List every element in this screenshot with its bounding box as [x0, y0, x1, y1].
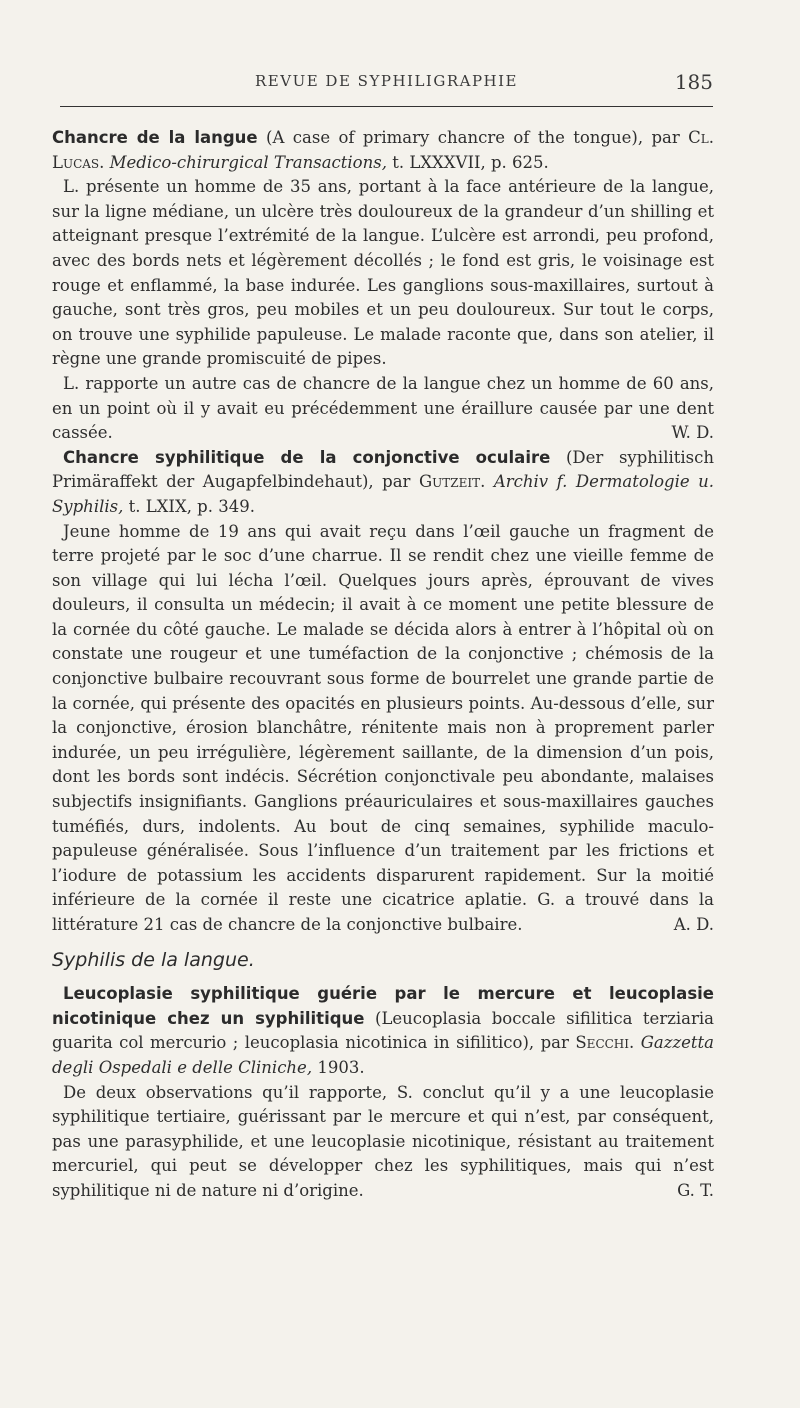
- article-3-paragraph-1: [52, 1081, 714, 1204]
- article-3-ref: 1903.: [312, 1057, 365, 1077]
- article-2-ref: t. LXIX, p. 349.: [123, 496, 255, 516]
- article-3-heading: [52, 982, 714, 1080]
- running-title: REVUE DE SYPHILIGRAPHIE: [255, 72, 519, 90]
- article-3-author: Secchi.: [575, 1033, 635, 1053]
- article-2-source: Archiv f. Dermatologie u. Syphilis,: [52, 472, 715, 516]
- running-head: [60, 70, 713, 96]
- article-1-author: Cl. Lucas.: [52, 128, 714, 172]
- article-3-source: Gazzetta degli Ospedali e delle Cliniche,: [52, 1033, 715, 1077]
- article-3-signature: G. T.: [677, 1180, 714, 1200]
- header-rule: [60, 106, 713, 107]
- article-1-title-rest: (A case of primary chancre of the tongue), par: [257, 128, 689, 147]
- article-2-paragraph-1-text: Jeune homme de 19 ans qui avait reçu dans l’œil gauche un fragment de terre projeté par le soc d’une charrue. Il se rendit chez une vieille femme de son village qui lui lécha l’œil. Quelques jours après, éprouvant de vives douleurs, il consulta un médecin; il avait à ce moment une petite blessure de la cornée du côté gauche. Le malade se décida alors à entrer à l’hôpital où on constate une rougeur et une tuméfaction de la conjonctive ; chémosis de la conjonctive bulbaire recouvrant sous forme de bourrelet une grande partie de la cornée, qui présente des opacités en plusieurs points. Au-dessous d’elle, sur la conjonctive, érosion blanchâtre, rénitente mais non à proprement parler indurée, un peu irrégulière, légèrement saillante, de la dimension d’un pois, dont les bords sont indécis. Sécrétion conjonctivale peu abondante, malaises subjectifs insignifiants. Ganglions préauriculaires et sous-maxillaires gauches tuméfiés, durs, indolents. Au bout de cinq semaines, syphilide maculo-papuleuse généralisée. Sous l’influence d’un traitement par les frictions et l’iodure de potassium les accidents disparurent rapidement. Sur la moitié inférieure de la cornée il reste une cicatrice aplatie. G. a trouvé dans la littérature 21 cas de chancre de la conjonctive bulbaire.: [52, 521, 714, 934]
- page-number: 185: [674, 70, 713, 94]
- article-1-paragraph-2: [52, 372, 714, 446]
- article-2-title: Chancre syphilitique de la conjonctive oculaire: [63, 447, 551, 467]
- article-2-title-rest: (Der syphilitisch Primäraffekt der Augapfelbindehaut), par: [52, 447, 714, 492]
- page-body: [52, 126, 714, 1204]
- article-2-signature: A. D.: [673, 915, 714, 934]
- article-3-title-rest: (Leucoplasia boccale sifilitica terziaria guarita col mercurio ; leucoplasia nicotinica in sifilitico), par: [52, 1008, 715, 1053]
- article-3-title: Leucoplasie syphilitique guérie par le mercure et leucoplasie nicotinique chez un syphilitique: [52, 984, 714, 1028]
- section-heading: Syphilis de la langue.: [52, 948, 255, 971]
- article-1-title: Chancre de la langue: [52, 128, 258, 147]
- article-3-paragraph-1-text: De deux observations qu’il rapporte, S. conclut qu’il y a une leucoplasie syphilitique tertiaire, guérissant par le mercure et qui n’est, par conséquent, pas une parasyphilide, et une leucoplasie nicotinique, résistant au traitement mercuriel, qui peut se développer chez les syphilitiques, mais qui n’est syphilitique ni de nature ni d’origine.: [52, 1082, 714, 1200]
- article-2-heading: [52, 446, 714, 520]
- article-1-ref: t. LXXXVII, p. 625.: [386, 152, 549, 172]
- article-1-heading: [52, 126, 714, 175]
- article-1-source: Medico-chirurgical Transactions,: [109, 152, 387, 172]
- article-2-paragraph-1: [52, 520, 714, 938]
- article-1-signature: W. D.: [671, 423, 714, 443]
- article-2-author: Gutzeit.: [418, 472, 486, 492]
- article-1-paragraph-2-text: L. rapporte un autre cas de chancre de la langue chez un homme de 60 ans, en un point où il y avait eu précédemment une éraillure causée par une dent cassée.: [52, 373, 714, 443]
- article-1-paragraph-1: L. présente un homme de 35 ans, portant à la face antérieure de la langue, sur la ligne médiane, un ulcère très douloureux de la grandeur d’un shilling et atteignant presque l’extrémité de la langue. L’ulcère est arrondi, peu profond, avec des bords nets et légèrement décollés ; le fond est gris, le voisinage est rouge et enflammé, la base indurée. Les ganglions sous-maxillaires, surtout à gauche, sont très gros, peu mobiles et un peu douloureux. Sur tout le corps, on trouve une syphilide papuleuse. Le malade raconte que, dans son atelier, il règne une grande promiscuité de pipes.: [52, 177, 714, 369]
